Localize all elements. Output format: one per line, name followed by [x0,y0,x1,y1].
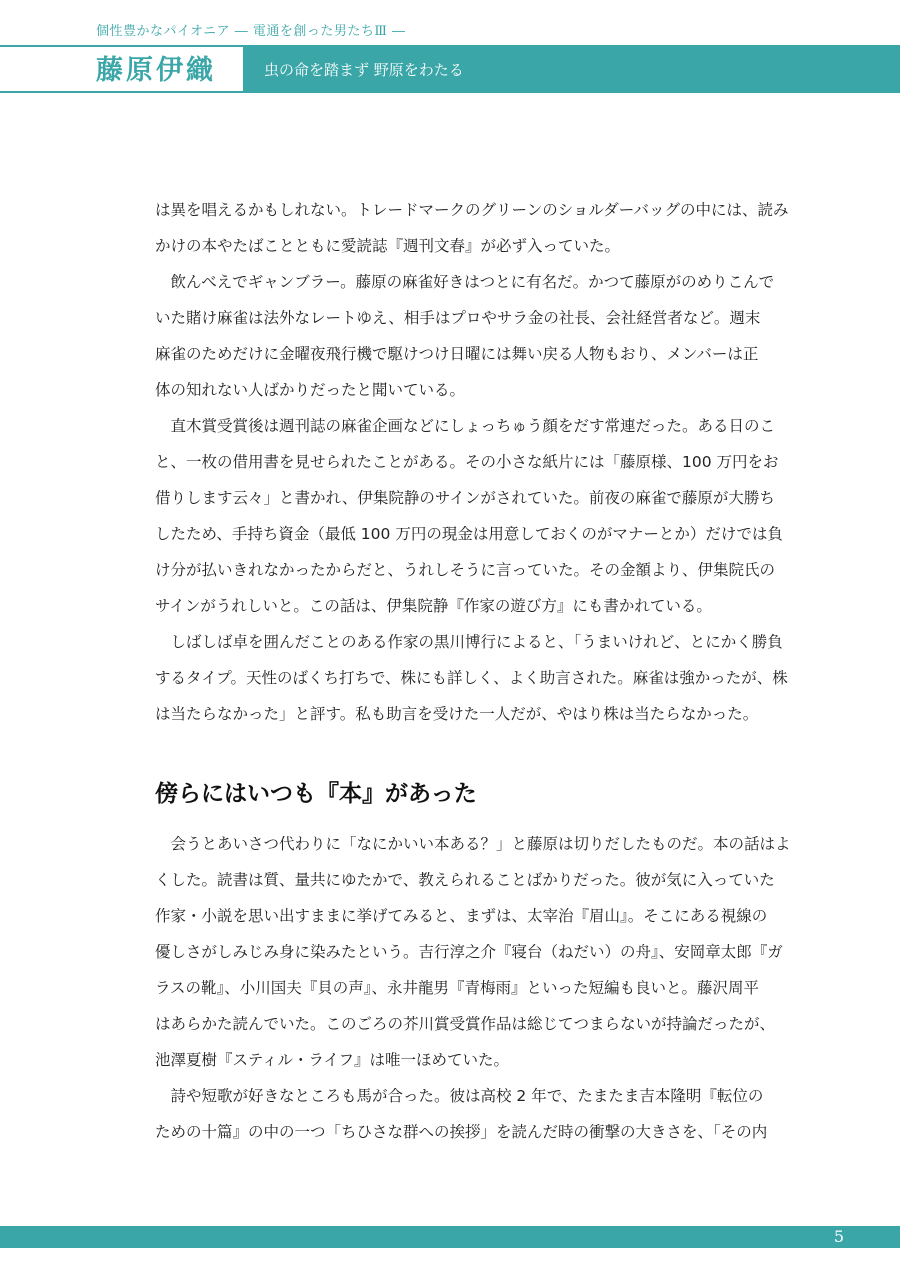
header-bar [0,45,900,93]
text-line: ための十篇』の中の一つ「ちひさな群への挨拶」を読んだ時の衝撃の大きさを、「その内 [155,1123,768,1141]
text-line: 麻雀のためだけに金曜夜飛行機で駆けつけ日曜には舞い戻る人物もおり、メンバーは正 [155,345,759,363]
text-line: サインがうれしいと。この話は、伊集院静『作家の遊び方』にも書かれている。 [155,597,712,615]
text-line: くした。読書は質、量共にゆたかで、教えられることばかりだった。彼が気に入っていた [155,871,775,889]
text-line: 体の知れない人ばかりだったと聞いている。 [155,381,466,399]
text-line: かけの本やたばことともに愛読誌『週刊文春』が必ず入っていた。 [155,237,621,255]
series-title: 個性豊かなパイオニア ― 電通を創った男たちⅢ ― [96,24,406,39]
body-text-before [155,192,795,732]
author-name: 藤原伊織 [96,55,216,86]
chapter-subtitle: 虫の命を踏まず 野原をわたる [264,61,464,79]
text-line: 飲んべえでギャンブラー。藤原の麻雀好きはつとに有名だ。かつて藤原がのめりこんで [155,273,775,291]
text-line: ラスの靴』、小川国夫『貝の声』、永井龍男『青梅雨』といった短編も良いと。藤沢周平 [155,979,760,997]
text-line: 直木賞受賞後は週刊誌の麻雀企画などにしょっちゅう顔をだす常連だった。ある日のこ [155,417,776,435]
text-line: 会うとあいさつ代わりに「なにかいい本ある？」と藤原は切りだしたものだ。本の話はよ [155,835,791,853]
text-line: しばしば卓を囲んだことのある作家の黒川博行によると、「うまいけれど、とにかく勝負 [155,633,783,651]
text-line: け分が払いきれなかったからだと、うれしそうに言っていた。その金額より、伊集院氏の [155,561,776,579]
text-line: 詩や短歌が好きなところも馬が合った。彼は高校 2 年で、たまたま吉本隆明『転位の [155,1087,764,1105]
body-text-after [155,826,795,1150]
text-line: 借りします云々」と書かれ、伊集院静のサインがされていた。前夜の麻雀で藤原が大勝ち [155,489,775,507]
text-line: は異を唱えるかもしれない。トレードマークのグリーンのショルダーバッグの中には、読み [155,201,789,219]
text-line: 優しさがしみじみ身に染みたという。吉行淳之介『寝台（ねだい）の舟』、安岡章太郎『ガ [155,943,783,961]
text-line: はあらかた読んでいた。このごろの芥川賞受賞作品は総じてつまらないが持論だったが、 [155,1015,776,1033]
header-subtitle-band [245,45,900,93]
text-line: は当たらなかった」と評す。私も助言を受けた一人だが、やはり株は当たらなかった。 [155,705,759,723]
text-line: いた賭け麻雀は法外なレートゆえ、相手はプロやサラ金の社長、会社経営者など。週末 [155,309,761,327]
page-number: 5 [833,1227,844,1246]
text-line: 池澤夏樹『スティル・ライフ』は唯一ほめていた。 [155,1051,510,1069]
footer-bar [0,1226,900,1248]
section-heading: 傍らにはいつも『本』があった [155,781,477,807]
text-line: と、一枚の借用書を見せられたことがある。その小さな紙片には「藤原様、100 万円をお [155,453,779,471]
text-line: するタイプ。天性のばくち打ちで、株にも詳しく、よく助言された。麻雀は強かったが、株 [155,669,788,687]
text-line: したため、手持ち資金（最低 100 万円の現金は用意しておくのがマナーとか）だけでは負 [155,525,783,543]
text-line: 作家・小説を思い出すままに挙げてみると、まずは、太宰治『眉山』。そこにある視線の [155,907,768,925]
